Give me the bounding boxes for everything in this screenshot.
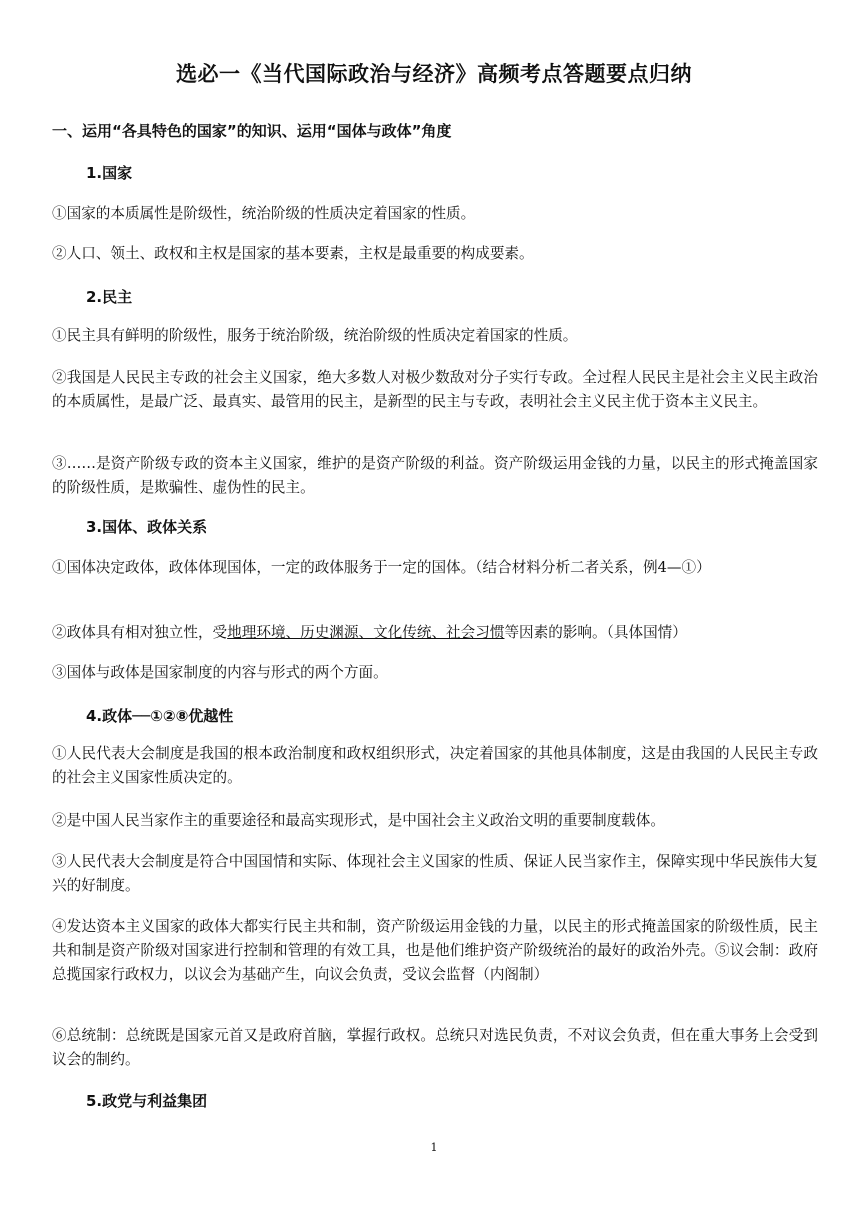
paragraph: ①国体决定政体，政体体现国体，一定的政体服务于一定的国体。（结合材料分析二者关系，例4—①）: [52, 559, 711, 576]
text-run: 等因素的影响。（具体国情）: [504, 624, 687, 641]
section-heading-1: 一、运用“各具特色的国家”的知识、运用“国体与政体”角度: [52, 122, 452, 140]
subheading-country: 1.国家: [86, 164, 133, 182]
paragraph: ②我国是人民民主专政的社会主义国家，绝大多数人对极少数敌对分子实行专政。全过程人民民主是社会主义民主政治的本质属性，是最广泛、最真实、最管用的民主，是新型的民主与专政，表明社会主义民主优于资本主义民主。: [52, 369, 818, 410]
paragraph: ①民主具有鲜明的阶级性，服务于统治阶级，统治阶级的性质决定着国家的性质。: [52, 327, 578, 344]
paragraph: ①国家的本质属性是阶级性，统治阶级的性质决定着国家的性质。: [52, 205, 476, 222]
page-number: 1: [430, 1141, 438, 1154]
subheading-parties: 5.政党与利益集团: [86, 1092, 208, 1110]
paragraph: ⑥总统制：总统既是国家元首又是政府首脑，掌握行政权。总统只对选民负责，不对议会负责，但在重大事务上会受到议会的制约。: [52, 1027, 818, 1068]
paragraph: ③人民代表大会制度是符合中国国情和实际、体现社会主义国家的性质、保证人民当家作主，保障实现中华民族伟大复兴的好制度。: [52, 853, 818, 894]
paragraph: ①人民代表大会制度是我国的根本政治制度和政权组织形式，决定着国家的其他具体制度，这是由我国的人民民主专政的社会主义国家性质决定的。: [52, 745, 818, 786]
paragraph: ②是中国人民当家作主的重要途径和最高实现形式，是中国社会主义政治文明的重要制度载体。: [52, 812, 665, 829]
underlined-factors: 地理环境、历史渊源、文化传统、社会习惯: [227, 624, 505, 641]
subheading-political-system: 4.政体──①②⑧优越性: [86, 707, 234, 725]
text-run: ②政体具有相对独立性，受: [52, 624, 228, 641]
document-title: 选必一《当代国际政治与经济》高频考点答题要点归纳: [176, 62, 692, 86]
paragraph: ②人口、领土、政权和主权是国家的基本要素，主权是最重要的构成要素。: [52, 245, 534, 262]
paragraph: ④发达资本主义国家的政体大都实行民主共和制，资产阶级运用金钱的力量，以民主的形式掩盖国家的阶级性质，民主共和制是资产阶级对国家进行控制和管理的有效工具，也是他们维护资产阶级统治的最好的政治外壳。⑤议会制：政府总揽国家行政权力，以议会为基础产生，向议会负责，受议会监督（内阁制）: [52, 918, 818, 983]
paragraph: [52, 621, 818, 645]
subheading-democracy: 2.民主: [86, 288, 133, 306]
subheading-state-system-relation: 3.国体、政体关系: [86, 518, 208, 536]
paragraph: ③国体与政体是国家制度的内容与形式的两个方面。: [52, 664, 388, 681]
paragraph: ③……是资产阶级专政的资本主义国家，维护的是资产阶级的利益。资产阶级运用金钱的力量，以民主的形式掩盖国家的阶级性质，是欺骗性、虚伪性的民主。: [52, 455, 818, 496]
